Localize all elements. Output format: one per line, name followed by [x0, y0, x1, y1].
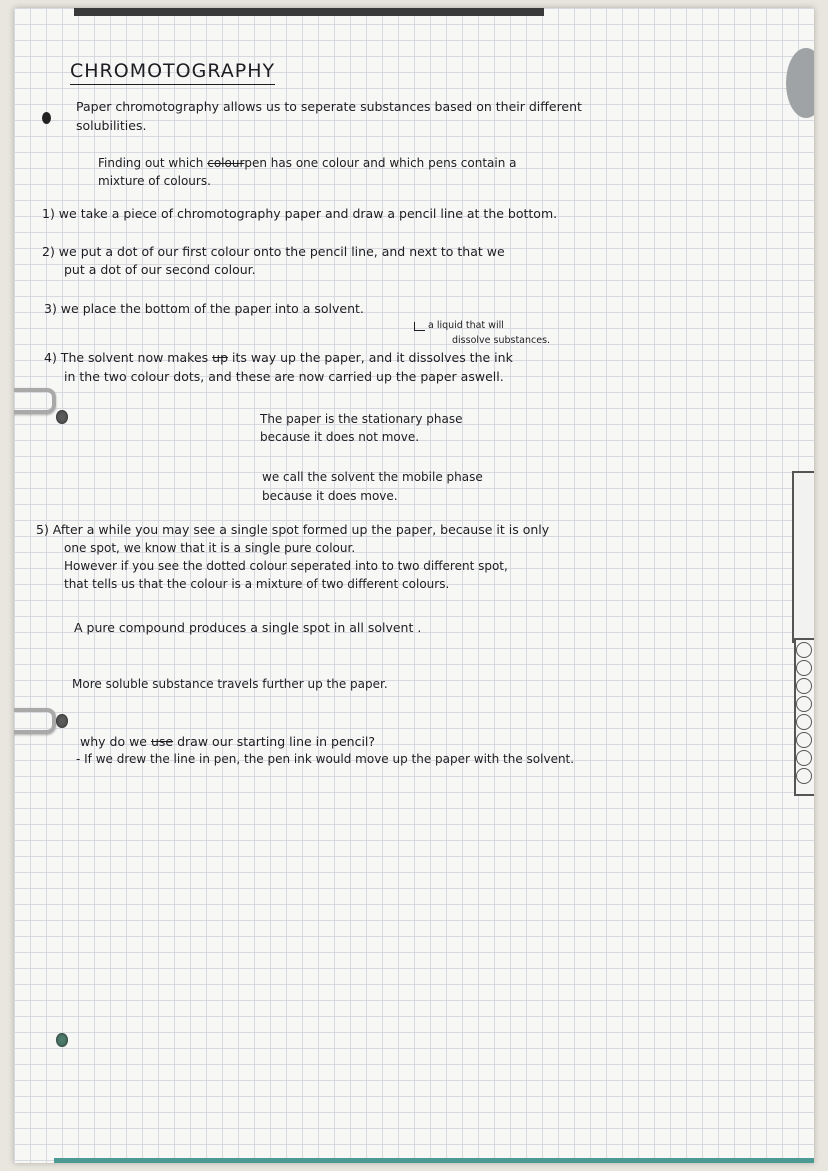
spiral-loop	[796, 678, 812, 694]
step-2-line: put a dot of our second colour.	[64, 262, 256, 277]
side-tab	[786, 48, 814, 118]
annotation-bracket	[414, 322, 425, 331]
aim-line: mixture of colours.	[98, 174, 211, 188]
step-5-line: one spot, we know that it is a single pure colour.	[64, 541, 356, 555]
step-5-line: However if you see the dotted colour seperated into to two different spot,	[64, 559, 508, 573]
spiral-loop	[796, 714, 812, 730]
question-line	[80, 734, 375, 749]
spiral-loop	[796, 696, 812, 712]
page-title: CHROMOTOGRAPHY	[70, 60, 275, 85]
pure-compound-note: A pure compound produces a single spot in all solvent .	[74, 620, 422, 635]
question-text: draw our starting line in pencil?	[177, 734, 376, 749]
step-4-text: its way up the paper, and it dissolves the ink	[231, 350, 513, 365]
binder-ring	[14, 388, 56, 414]
aim-text: Finding out which	[98, 156, 204, 170]
aim-line	[98, 156, 516, 170]
intro-line: Paper chromotography allows us to seperate substances based on their different	[76, 99, 582, 114]
side-divider-tab	[792, 471, 814, 643]
step-1: 1) we take a piece of chromotography paper and draw a pencil line at the bottom.	[42, 206, 558, 221]
intro-line: solubilities.	[76, 118, 147, 133]
question-crossed-word: use	[150, 734, 174, 749]
step-2-line: 2) we put a dot of our first colour onto the pencil line, and next to that we	[42, 244, 505, 259]
mobile-phase-line: we call the solvent the mobile phase	[262, 470, 483, 484]
spiral-loop	[796, 642, 812, 658]
page-top-edge	[74, 8, 544, 16]
spiral-loop	[796, 732, 812, 748]
aim-crossed-word: colour	[207, 156, 245, 170]
step-4-line: in the two colour dots, and these are now carried up the paper aswell.	[64, 369, 504, 384]
stationary-phase-line: The paper is the stationary phase	[260, 412, 463, 426]
answer-line: - If we drew the line in pen, the pen ink would move up the paper with the solvent.	[76, 752, 575, 766]
spiral-binding	[794, 638, 814, 796]
step-5-line: 5) After a while you may see a single spot formed up the paper, because it is only	[36, 522, 550, 537]
punch-hole	[56, 410, 68, 424]
solvent-note: a liquid that will	[428, 320, 504, 331]
spiral-loop	[796, 768, 812, 784]
step-4-text: 4) The solvent now makes	[44, 350, 209, 365]
solvent-note: dissolve substances.	[452, 335, 551, 346]
step-3: 3) we place the bottom of the paper into a solvent.	[44, 301, 364, 316]
question-text: why do we	[80, 734, 147, 749]
step-5-line: that tells us that the colour is a mixture of two different colours.	[64, 577, 450, 591]
aim-text: pen has one colour and which pens contain a	[244, 156, 517, 170]
binder-ring	[14, 708, 56, 734]
spiral-loop	[796, 750, 812, 766]
solubility-note: More soluble substance travels further up the paper.	[72, 677, 388, 691]
notebook-page	[14, 8, 814, 1163]
step-4-line	[44, 350, 513, 365]
punch-hole	[56, 714, 68, 728]
step-4-crossed-word: up	[212, 350, 228, 365]
stationary-phase-line: because it does not move.	[260, 430, 420, 444]
spiral-loop	[796, 660, 812, 676]
punch-hole	[56, 1033, 68, 1047]
page-bottom-edge	[54, 1158, 814, 1163]
bullet-icon	[42, 112, 51, 124]
mobile-phase-line: because it does move.	[262, 489, 398, 503]
